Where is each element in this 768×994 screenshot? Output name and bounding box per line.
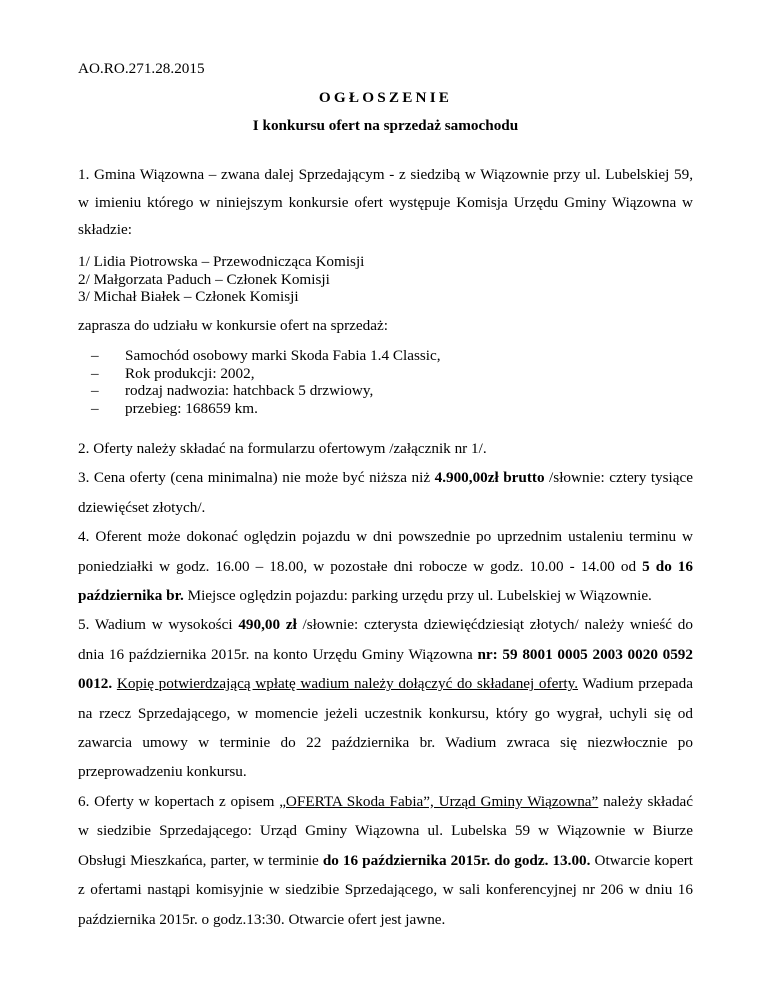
committee-member: 3/ Michał Białek – Członek Komisji	[78, 288, 299, 305]
bank-account-number: nr: 59 8001 0005 2003 0020 0592 0012.	[78, 645, 693, 693]
invitation-text: zaprasza do udziału w konkursie ofert na sprzedaż:	[78, 317, 388, 334]
section-3-text: 3. Cena oferty (cena minimalna) nie może być niższa niż	[78, 469, 435, 487]
section-5-paragraph	[78, 610, 693, 786]
section-6-text: 6. Oferty w kopertach z opisem	[78, 792, 280, 810]
vehicle-detail-item	[78, 382, 693, 400]
section-5-text-end: Wadium przepada na rzecz Sprzedającego, w momencie jeżeli uczestnik konkursu, który go wygrał, uchyli się od zawarcia umowy w terminie do 22 października br. Wadium zwraca się niezwłocznie po przeprowadzeniu konkursu.	[78, 675, 693, 781]
vehicle-detail-text: rodzaj nadwozia: hatchback 5 drzwiowy,	[125, 382, 374, 399]
section-3-text-end: /słownie: cztery tysiące dziewięćset złotych/.	[78, 469, 693, 516]
section-6-text-mid: należy składać w siedzibie Sprzedającego: Urząd Gminy Wiązowna ul. Lubelska 59 w Wiązownie w Biurze Obsługi Mieszkańca, parter, w terminie	[78, 792, 694, 869]
inspection-dates: 5 do 16 października br.	[78, 557, 693, 605]
section-6-paragraph	[78, 787, 693, 934]
dash-bullet: –	[91, 382, 99, 399]
document-reference: AO.RO.271.28.2015	[78, 60, 205, 77]
section-4-text: 4. Oferent może dokonać oględzin pojazdu w dni powszednie po uprzednim ustaleniu terminu w poniedziałki w godz. 16.00 – 18.00, w pozostałe dni robocze w godz. 10.00 - 14.00 od	[78, 528, 693, 575]
committee-member: 2/ Małgorzata Paduch – Członek Komisji	[78, 270, 330, 288]
section-2-paragraph: 2. Oferty należy składać na formularzu ofertowym /załącznik nr 1/.	[78, 440, 487, 457]
committee-member: 1/ Lidia Piotrowska – Przewodnicząca Komisji	[78, 253, 365, 270]
section-6-text-end: Otwarcie kopert z ofertami nastąpi komisyjnie w siedzibie Sprzedającego, w sali konferencyjnej nr 206 w dniu 16 października 2015r. o godz.13:30. Otwarcie ofert jest jawne.	[78, 851, 693, 928]
section-5-text-mid: /słownie: czterysta dziewięćdziesiąt złotych/ należy wnieść do dnia 16 października 2015r. na konto Urzędu Gminy Wiązowna	[78, 616, 693, 663]
vehicle-detail-item	[78, 347, 693, 365]
section-4-paragraph	[78, 522, 693, 610]
minimum-price: 4.900,00zł brutto	[434, 469, 545, 487]
section-3-paragraph	[78, 463, 693, 522]
committee-members-list	[78, 253, 693, 306]
section-5-text: 5. Wadium w wysokości	[78, 616, 239, 634]
vehicle-detail-item	[78, 365, 693, 383]
vehicle-details-list	[78, 347, 693, 417]
section-4-text-end: Miejsce oględzin pojazdu: parking urzędu przy ul. Lubelskiej w Wiązownie.	[183, 587, 652, 605]
vehicle-detail-item	[78, 400, 693, 418]
deposit-amount: 490,00 zł	[238, 616, 297, 634]
envelope-label: „OFERTA Skoda Fabia”, Urząd Gminy Wiązowna”	[279, 792, 599, 810]
vehicle-detail-text: przebieg: 168659 km.	[125, 399, 258, 417]
document-title: OGŁOSZENIE	[318, 89, 453, 106]
dash-bullet: –	[91, 399, 99, 417]
dash-bullet: –	[91, 347, 99, 364]
dash-bullet: –	[91, 364, 99, 382]
submission-deadline: do 16 października 2015r. do godz. 13.00.	[322, 851, 591, 869]
section-1-paragraph: 1. Gmina Wiązowna – zwana dalej Sprzedającym - z siedzibą w Wiązownie przy ul. Lubelskiej 59, w imieniu którego w niniejszym konkursie ofert występuje Komisja Urzędu Gminy Wiązowna w składzie:	[78, 166, 693, 238]
sections-2-to-6	[78, 434, 693, 934]
vehicle-detail-text: Samochód osobowy marki Skoda Fabia 1.4 Classic,	[125, 347, 441, 364]
vehicle-detail-text: Rok produkcji: 2002,	[125, 364, 255, 382]
deposit-proof-note: Kopię potwierdzającą wpłatę wadium należy dołączyć do składanej oferty.	[116, 675, 579, 693]
document-subtitle: I konkursu ofert na sprzedaż samochodu	[252, 117, 519, 134]
